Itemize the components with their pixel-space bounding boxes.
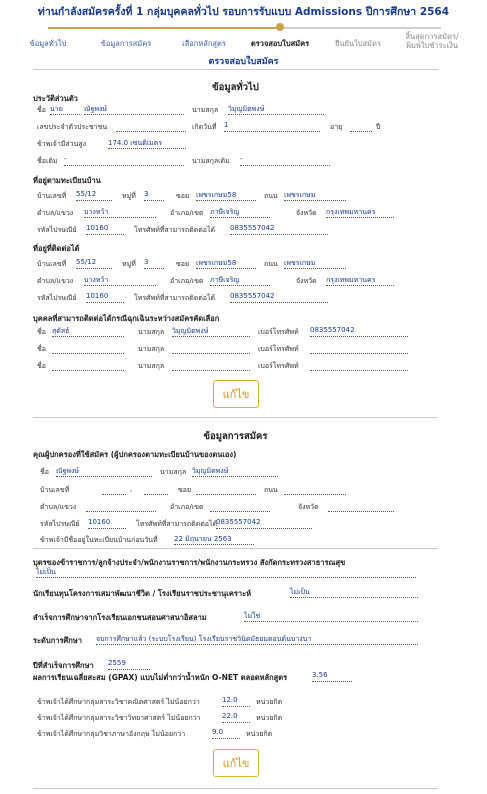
reg-province-label: จังหวัด — [296, 209, 317, 217]
gpax-label: ผลการเรียนเฉลี่ยสะสม (GPAX) แบบไม่ต่ำกว่าน้ำหนัก O-NET ตลอดหลักสูตร — [33, 673, 288, 682]
reg-phone-value: 0835557042 — [230, 224, 328, 235]
question-1-answer: ไม่เป็น — [36, 567, 416, 578]
registered-address-heading: ที่อยู่ตามทะเบียนบ้าน — [33, 176, 101, 185]
cur-district-label: อำเภอ/เขต — [170, 277, 204, 285]
app-house2-value — [144, 484, 168, 495]
app-house-sep: , — [130, 485, 133, 493]
contact-3-phone-label: เบอร์โทรศัพท์ — [258, 362, 299, 370]
app-road-value — [284, 484, 346, 495]
eng-credit-unit: หน่วยกิต — [246, 730, 273, 738]
step-finish-line1: สิ้นสุดการสมัคร/ — [405, 32, 459, 41]
age-unit: ปี — [376, 123, 381, 131]
sci-credit-value: 22.0 — [222, 712, 250, 723]
app-since-value: 22 มิถุนายน 2563 — [174, 534, 254, 545]
reg-moo-value: 3 — [144, 190, 164, 201]
app-soi-value — [196, 484, 256, 495]
app-soi-label: ซอย — [178, 486, 192, 494]
cur-moo-label: หมู่ที่ — [122, 260, 136, 268]
app-road-label: ถนน — [264, 486, 278, 494]
height-value: 174.0 เซนติเมตร — [108, 138, 186, 149]
app-sub-label: ตำบล/แขวง — [40, 503, 77, 511]
reg-soi-label: ซอย — [176, 192, 190, 200]
first-name-value: ณัฐพงษ์ — [84, 104, 184, 115]
gpax-value: 3.56 — [312, 671, 352, 682]
app-prov-label: จังหวัด — [298, 503, 319, 511]
cur-moo-value: 3 — [144, 258, 164, 269]
application-section-title: ข้อมูลการสมัคร — [203, 431, 268, 442]
math-credit-label: ข้าพเจ้าได้ศึกษากลุ่มสาระวิชาคณิตศาสตร์ ไม่น้อยกว่า — [37, 698, 200, 706]
cur-road-value: เพชรเกษม — [284, 258, 346, 269]
step-confirm-application[interactable]: ยืนยันใบสมัคร — [334, 39, 382, 48]
question-2-label: นักเรียนทุนโครงการเสมาพัฒนาชีวิต / โรงเรียนราชประชานุเคราะห์ — [33, 589, 252, 598]
contact-2-last-value — [172, 343, 250, 354]
reg-subdistrict-label: ตำบล/แขวง — [37, 209, 74, 217]
question-3-answer: ไม่ใช่ — [244, 611, 418, 622]
reg-house-no-value: 55/12 — [76, 190, 112, 201]
last-name-label: นามสกุล — [192, 106, 219, 114]
app-last-value: วิมุญมิตพงษ์ — [192, 466, 278, 477]
old-last-name-value: - — [240, 155, 330, 166]
cur-phone-label: โทรศัพท์ที่สามารถติดต่อได้ — [134, 294, 216, 302]
reg-postcode-label: รหัสไปรษณีย์ — [37, 226, 77, 234]
personal-heading: ประวัติส่วนตัว — [33, 94, 78, 103]
reg-house-no-label: บ้านเลขที่ — [37, 192, 67, 200]
app-post-label: รหัสไปรษณีย์ — [40, 520, 80, 528]
contact-3-last-value — [172, 360, 250, 371]
sci-credit-unit: หน่วยกิต — [256, 714, 283, 722]
current-address-heading: ที่อยู่ที่ติดต่อได้ — [33, 244, 80, 253]
question-2-answer: ไม่เป็น — [290, 587, 418, 598]
age-value — [350, 121, 372, 132]
app-last-label: นามสกุล — [160, 468, 187, 476]
app-post-value: 10160 — [88, 518, 126, 529]
contact-2-phone-label: เบอร์โทรศัพท์ — [258, 345, 299, 353]
contact-3-name-value — [52, 360, 124, 371]
reg-province-value: กรุงเทพมหานคร — [326, 207, 394, 218]
contact-3-phone-value — [310, 360, 408, 371]
step-application-info[interactable]: ข้อมูลการสมัคร — [100, 39, 152, 48]
contacts-heading: บุคคลที่สามารถติดต่อได้กรณีฉุกเฉินระหว่างสมัครคัดเลือก — [33, 314, 220, 323]
app-name-label: ชื่อ — [40, 468, 49, 476]
age-label: อายุ — [330, 123, 343, 131]
education-label: ระดับการศึกษา — [33, 636, 82, 645]
question-3-label: สำเร็จการศึกษาจากโรงเรียนเอกชนสอนศาสนาอิสลาม — [33, 613, 207, 622]
edit-general-button[interactable]: แก้ไข — [213, 380, 259, 408]
app-house-label: บ้านเลขที่ — [40, 486, 70, 494]
contact-1-last-label: นามสกุล — [138, 328, 165, 336]
contact-1-phone-value: 0835557042 — [310, 326, 408, 337]
reg-road-value: เพชรเกษม — [284, 190, 346, 201]
divider — [33, 69, 438, 70]
contact-1-last-value: วิมุญมิตพงษ์ — [172, 326, 250, 337]
cur-postcode-label: รหัสไปรษณีย์ — [37, 294, 77, 302]
cur-house-no-value: 55/12 — [76, 258, 112, 269]
progress-fill — [48, 27, 280, 29]
reg-phone-label: โทรศัพท์ที่สามารถติดต่อได้ — [134, 226, 216, 234]
contact-2-phone-value — [310, 343, 408, 354]
dob-value: 1 — [224, 121, 320, 132]
education-value: จบการศึกษาแล้ว (ระบบโรงเรียน) โรงเรียนราชวินิตมัธยมตอนต้นบางนา — [96, 634, 418, 645]
page-header-title: ท่านกำลังสมัครครั้งที่ 1 กลุ่มบุคคลทั่วไป รอบการรับแบบ Admissions ปีการศึกษา 2564 — [37, 6, 450, 18]
app-phone-label: โทรศัพท์ที่สามารถติดต่อได้ — [136, 520, 218, 528]
contact-2-name-label: ชื่อ — [37, 345, 46, 353]
math-credit-value: 12.0 — [222, 696, 250, 707]
general-section-title: ข้อมูลทั่วไป — [212, 82, 259, 93]
contact-1-name-value: สุดัสธ์ — [52, 326, 124, 337]
step-review-application[interactable]: ตรวจสอบใบสมัคร — [250, 39, 310, 48]
grad-year-value: 2559 — [108, 659, 150, 670]
cur-phone-value: 0835557042 — [230, 292, 328, 303]
app-dist-label: อำเภอ/เขต — [170, 503, 204, 511]
guardian-heading: คุณผู้ปกครองที่ใช้สมัคร (ผู้ปกครองตามทะเบียนบ้านของตนเอง) — [33, 450, 237, 459]
cur-province-label: จังหวัด — [296, 277, 317, 285]
math-credit-unit: หน่วยกิต — [256, 698, 283, 706]
eng-credit-value: 9.0 — [212, 728, 240, 739]
app-house-value — [102, 484, 126, 495]
eng-credit-label: ข้าพเจ้าได้ศึกษากลุ่มวิชาภาษาอังกฤษ ไม่น้อยกว่า — [37, 730, 186, 738]
app-phone-value: 0835557042 — [216, 518, 312, 529]
contact-1-name-label: ชื่อ — [37, 328, 46, 336]
old-first-name-value: - — [64, 155, 184, 166]
contact-1-phone-label: เบอร์โทรศัพท์ — [258, 328, 299, 336]
cur-postcode-value: 10160 — [86, 292, 124, 303]
cur-subdistrict-value: บางหว้า — [84, 275, 156, 286]
cur-subdistrict-label: ตำบล/แขวง — [37, 277, 74, 285]
id-value — [116, 121, 186, 132]
app-name-value: ณัฐพงษ์ — [56, 466, 152, 477]
divider — [33, 788, 438, 789]
divider — [33, 417, 438, 418]
cur-house-no-label: บ้านเลขที่ — [37, 260, 67, 268]
dob-label: เกิดวันที่ — [192, 123, 217, 131]
reg-postcode-value: 10160 — [86, 224, 124, 235]
reg-district-value: ภาษีเจริญ — [210, 207, 270, 218]
reg-road-label: ถนน — [264, 192, 278, 200]
app-prov-value — [328, 501, 394, 512]
grad-year-label: ปีที่สำเร็จการศึกษา — [33, 661, 94, 670]
step-general-info[interactable]: ข้อมูลทั่วไป — [29, 39, 67, 48]
old-last-name-label: นามสกุลเดิม — [192, 157, 230, 165]
app-sub-value — [86, 501, 156, 512]
first-name-label: ชื่อ — [37, 106, 46, 114]
step-finish-line2: พิมพ์ใบชำระเงิน — [406, 41, 458, 50]
divider — [33, 548, 438, 549]
id-label: เลขประจำตัวประชาชน — [37, 123, 108, 131]
cur-soi-value: เพชรเกษม58 — [196, 258, 256, 269]
app-since-label: ข้าพเจ้ามีชื่ออยู่ในทะเบียนบ้านก่อนวันที่ — [40, 536, 158, 544]
contact-2-name-value — [52, 343, 124, 354]
last-name-value: วิมุญมิตพงษ์ — [228, 104, 324, 115]
contact-3-name-label: ชื่อ — [37, 362, 46, 370]
app-dist-value — [210, 501, 270, 512]
reg-moo-label: หมู่ที่ — [122, 192, 136, 200]
sci-credit-label: ข้าพเจ้าได้ศึกษากลุ่มสาระวิชาวิทยาศาสตร์ ไม่น้อยกว่า — [37, 714, 201, 722]
edit-application-button[interactable]: แก้ไข — [213, 749, 259, 777]
progress-current-dot — [276, 23, 284, 31]
step-finish[interactable] — [396, 32, 468, 50]
question-1-label: บุตรของข้าราชการ/ลูกจ้างประจำ/พนักงานราชการ/พนักงานกระทรวง สังกัดกระทรวงสาธารณสุข — [33, 558, 346, 567]
contact-3-last-label: นามสกุล — [138, 362, 165, 370]
page-subtitle: ตรวจสอบใบสมัคร — [208, 57, 279, 67]
reg-soi-value: เพชรเกษม58 — [196, 190, 256, 201]
reg-district-label: อำเภอ/เขต — [170, 209, 204, 217]
cur-soi-label: ซอย — [176, 260, 190, 268]
reg-subdistrict-value: บางหว้า — [84, 207, 156, 218]
old-first-name-label: ชื่อเดิม — [37, 157, 58, 165]
cur-district-value: ภาษีเจริญ — [210, 275, 270, 286]
step-select-program[interactable]: เลือกหลักสูตร — [182, 39, 226, 48]
cur-road-label: ถนน — [264, 260, 278, 268]
contact-2-last-label: นามสกุล — [138, 345, 165, 353]
cur-province-value: กรุงเทพมหานคร — [326, 275, 394, 286]
prefix-value: นาย — [50, 104, 80, 115]
height-label: ข้าพเจ้ามีส่วนสูง — [37, 140, 87, 148]
